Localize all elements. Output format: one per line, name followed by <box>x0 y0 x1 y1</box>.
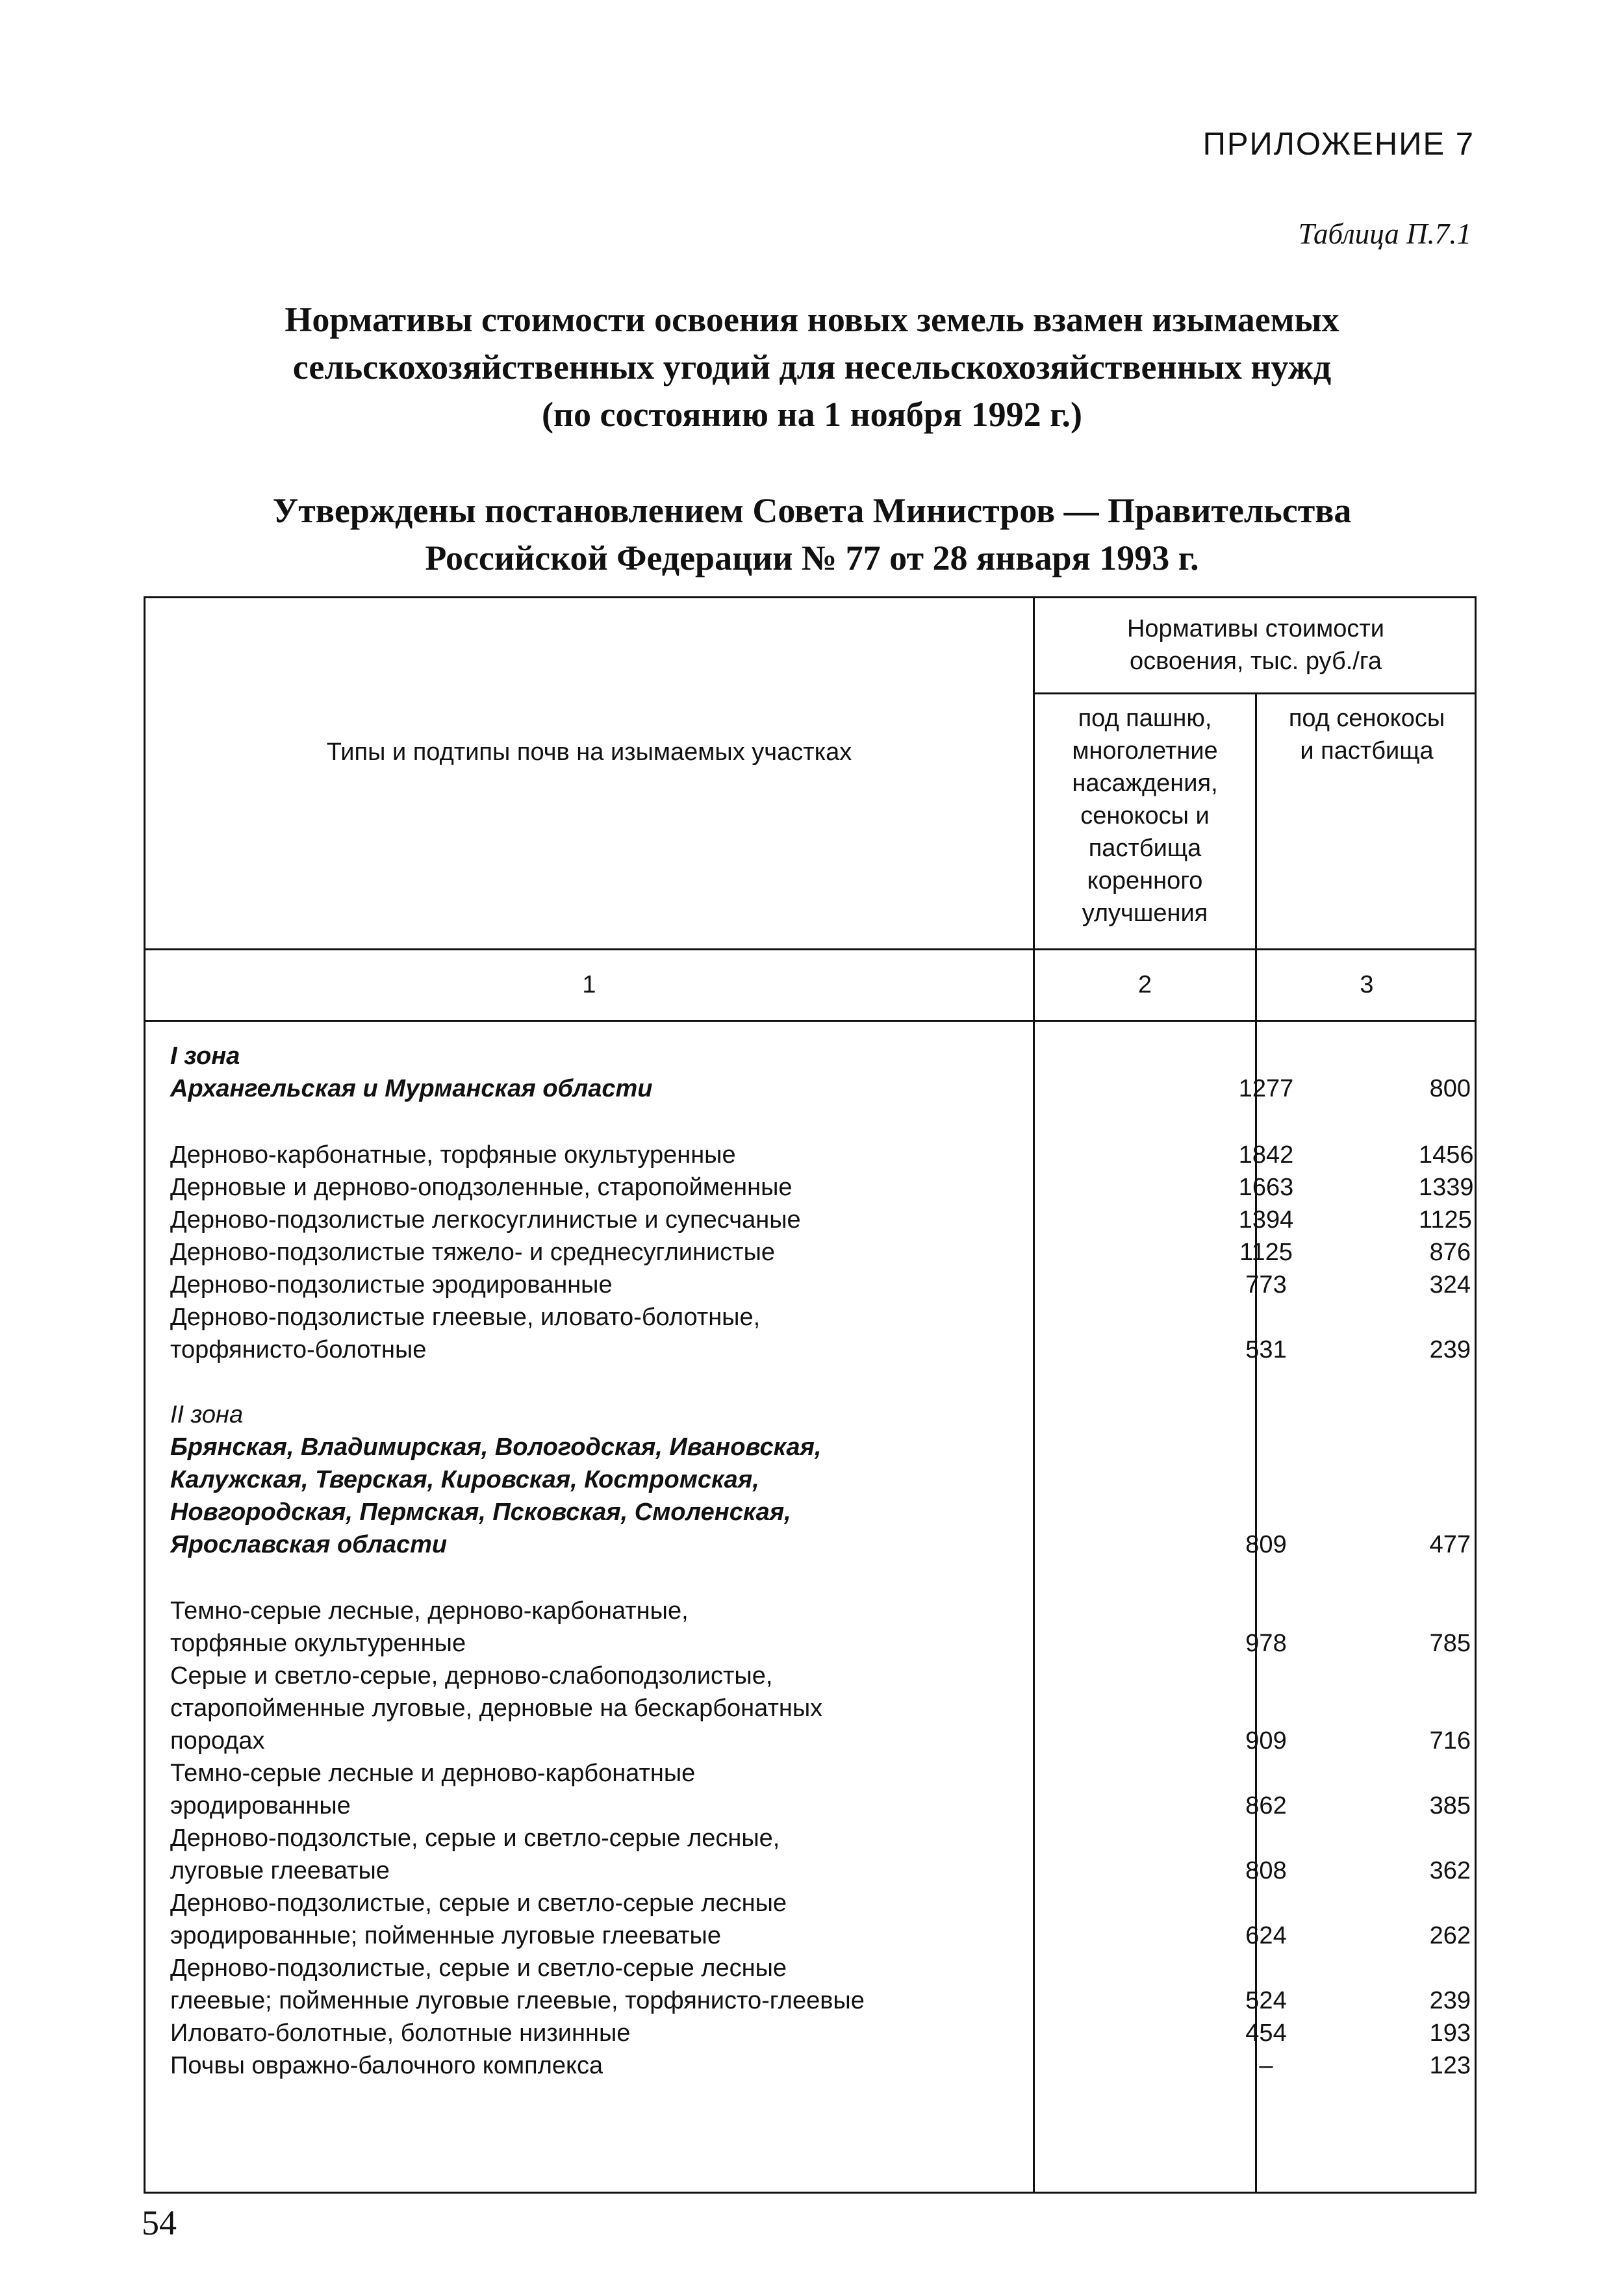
table-row-value-col3: 1456 <box>1419 1141 1474 1169</box>
table-row <box>170 1595 1164 1660</box>
table-row <box>170 1952 1164 2017</box>
table-row-line: Дерново-подзолстые, серые и светло-серые лесные, <box>170 1825 780 1852</box>
group-header-divider <box>1033 692 1477 694</box>
table-row-value-col2: 1663 <box>1238 1174 1294 1201</box>
table-row-value-col2: 978 <box>1245 1630 1287 1657</box>
col3-header-line: под сенокосы <box>1288 705 1445 732</box>
table-row-value-col2: 531 <box>1245 1336 1287 1363</box>
table-row-line: породах <box>170 1727 265 1754</box>
table-row: Дерново-подзолистые легкосуглинистые и супесчаные <box>170 1206 801 1234</box>
table-row-value-col3: 193 <box>1429 2020 1471 2047</box>
zone2-region <box>170 1431 1164 1561</box>
col-number-2: 2 <box>1137 971 1152 998</box>
table-row <box>170 1757 1164 1822</box>
document-title <box>146 296 1478 438</box>
approval-line-2: Российской Федерации № 77 от 28 января 1993 г. <box>425 538 1199 577</box>
table-row <box>170 1887 1164 1952</box>
zone2-region-line: Калужская, Тверская, Кировская, Костромская, <box>170 1466 759 1493</box>
table-row-value-col3: 1339 <box>1419 1174 1474 1201</box>
appendix-label: ПРИЛОЖЕНИЕ 7 <box>1202 127 1475 162</box>
table-row: Иловато-болотные, болотные низинные <box>170 2020 631 2047</box>
col2-header-line: насаждения, <box>1072 770 1218 797</box>
table-row-line: глеевые; пойменные луговые глеевые, торфянисто-глеевые <box>170 1987 865 2014</box>
col2-header-line: улучшения <box>1082 900 1208 927</box>
table-row-line: торфяные окультуренные <box>170 1630 466 1657</box>
table-row: Дерново-подзолистые тяжело- и среднесуглинистые <box>170 1239 776 1266</box>
table-row-line: Дерново-подзолистые, серые и светло-серые лесные <box>170 1955 787 1982</box>
col2-header <box>1035 702 1255 930</box>
col2-header-line: сенокосы и <box>1080 802 1210 830</box>
table-row: Дерново-карбонатные, торфяные окультуренные <box>170 1141 736 1169</box>
table-row: Дерновые и дерново-оподзоленные, старопойменные <box>170 1174 793 1201</box>
table-row-line: Темно-серые лесные, дерново-карбонатные, <box>170 1597 689 1625</box>
title-line-2: сельскохозяйственных угодий для несельскохозяйственных нужд <box>292 348 1332 386</box>
col2-header-line: под пашню, <box>1078 705 1212 732</box>
table-row-value-col3: 324 <box>1429 1271 1471 1298</box>
table-row-line: луговые глееватые <box>170 1857 390 1884</box>
group-header-line-2: освоения, тыс. руб./га <box>1129 648 1382 675</box>
table-row-value-col3: 716 <box>1429 1727 1471 1754</box>
zone1-value-col3: 800 <box>1429 1075 1471 1102</box>
table-row-value-col3: 1125 <box>1419 1206 1472 1234</box>
table-row-value-col2: 1394 <box>1238 1206 1294 1234</box>
group-header <box>1035 613 1477 678</box>
col-divider-2 <box>1255 692 1257 2192</box>
table-row-value-col3: 239 <box>1429 1336 1471 1363</box>
table-row-value-col3: 385 <box>1429 1792 1471 1819</box>
table-row-value-col2: 1125 <box>1239 1239 1293 1266</box>
col2-header-line: пастбища <box>1088 835 1202 862</box>
norms-table <box>144 596 1477 2194</box>
zone2-value-col2: 809 <box>1245 1531 1287 1558</box>
header-bottom-line <box>146 948 1477 950</box>
zone2-region-line: Ярославская области <box>170 1531 448 1558</box>
table-row-value-col3: 876 <box>1429 1239 1471 1266</box>
table-row-value-col3: 239 <box>1429 1987 1471 2014</box>
group-header-line-1: Нормативы стоимости <box>1126 615 1385 642</box>
table-row-value-col2: 524 <box>1245 1987 1287 2014</box>
col-number-1: 1 <box>582 971 596 998</box>
table-reference: Таблица П.7.1 <box>1298 218 1471 250</box>
table-row-line: торфянисто-болотные <box>170 1336 427 1363</box>
zone2-region-line: Новгородская, Пермская, Псковская, Смоленская, <box>170 1499 791 1526</box>
col2-header-line: многолетние <box>1072 737 1218 765</box>
numbers-row-bottom-line <box>146 1020 1477 1022</box>
table-row <box>170 1822 1164 1887</box>
table-row-value-col2: 624 <box>1245 1922 1287 1949</box>
zone2-label: II зона <box>170 1401 244 1428</box>
table-row-line: эродированные; пойменные луговые глееватые <box>170 1922 721 1949</box>
table-row-value-col2: 773 <box>1245 1271 1287 1298</box>
table-row-line: Серые и светло-серые, дерново-слабоподзолистые, <box>170 1662 773 1690</box>
zone1-label: I зона <box>170 1043 240 1070</box>
table-row: Почвы овражно-балочного комплекса <box>170 2052 603 2079</box>
zone1-region: Архангельская и Мурманская области <box>170 1075 653 1102</box>
col3-header-line: и пастбища <box>1300 737 1434 765</box>
table-row-value-col2: – <box>1259 2052 1273 2079</box>
table-row-line: Дерново-подзолистые, серые и светло-серые лесные <box>170 1890 787 1917</box>
table-row-value-col3: 262 <box>1429 1922 1471 1949</box>
table-row <box>170 1301 1164 1366</box>
table-row-value-col2: 1842 <box>1238 1141 1294 1169</box>
col1-header: Типы и подтипы почв на изымаемых участках <box>326 739 852 766</box>
page-number: 54 <box>142 2203 177 2242</box>
table-row-value-col2: 454 <box>1245 2020 1287 2047</box>
zone2-region-line: Брянская, Владимирская, Вологодская, Ивановская, <box>170 1434 822 1461</box>
approval-statement <box>146 487 1478 582</box>
table-row-line: старопойменные луговые, дерновые на бескарбонатных <box>170 1695 823 1722</box>
col-number-3: 3 <box>1360 971 1374 998</box>
col2-header-line: коренного <box>1087 867 1203 894</box>
table-row-line: эродированные <box>170 1792 351 1819</box>
col3-header <box>1257 702 1477 767</box>
table-row-value-col3: 785 <box>1429 1630 1471 1657</box>
table-row <box>170 1660 1164 1757</box>
table-row-value-col3: 123 <box>1429 2052 1471 2079</box>
table-row-line: Темно-серые лесные и дерново-карбонатные <box>170 1760 696 1787</box>
table-row-value-col2: 862 <box>1245 1792 1287 1819</box>
approval-line-1: Утверждены постановлением Совета Министров — Правительства <box>272 491 1352 530</box>
zone2-value-col3: 477 <box>1429 1531 1471 1558</box>
table-row-value-col3: 362 <box>1429 1857 1471 1884</box>
title-line-1: Нормативы стоимости освоения новых земель взамен изымаемых <box>285 300 1339 339</box>
table-row-value-col2: 808 <box>1245 1857 1287 1884</box>
table-row-line: Дерново-подзолистые глеевые, иловато-болотные, <box>170 1304 761 1331</box>
table-row: Дерново-подзолистые эродированные <box>170 1271 613 1298</box>
zone1-value-col2: 1277 <box>1238 1075 1294 1102</box>
table-row-value-col2: 909 <box>1245 1727 1287 1754</box>
title-line-3: (по состоянию на 1 ноября 1992 г.) <box>541 395 1083 434</box>
